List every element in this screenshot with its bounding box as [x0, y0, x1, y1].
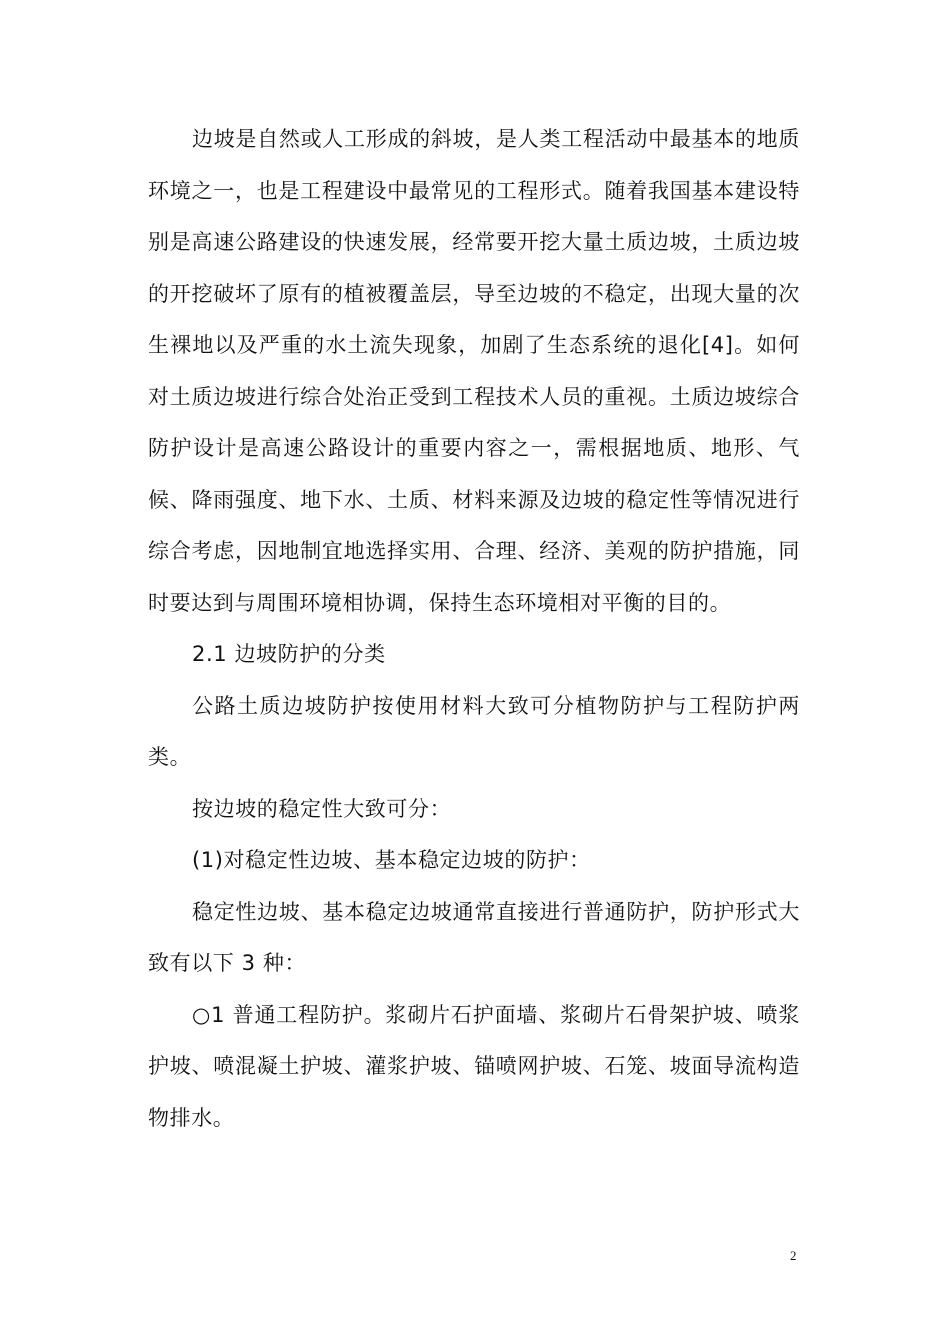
page-number: 2: [790, 1248, 797, 1263]
section-heading-2-1: 2.1 边坡防护的分类: [192, 642, 386, 666]
paragraph-classification-by-material: 公路土质边坡防护按使用材料大致可分植物防护与工程防护两类。: [148, 693, 800, 769]
list-item-ordinary-protection: ○1 普通工程防护。浆砌片石护面墙、浆砌片石骨架护坡、喷浆护坡、喷混凝土护坡、灌浆护坡、锚喷网护坡、石笼、坡面导流构造物排水。: [148, 1002, 800, 1130]
paragraph-classification-by-stability: 按边坡的稳定性大致可分：: [192, 796, 452, 821]
paragraph-intro: 边坡是自然或人工形成的斜坡，是人类工程活动中最基本的地质环境之一，也是工程建设中最常见的工程形式。随着我国基本建设特别是高速公路建设的快速发展，经常要开挖大量土质边坡，土质边坡的开挖破坏了原有的植被覆盖层，导至边坡的不稳定，出现大量的次生裸地以及严重的水土流失现象，加剧了生态系统的退化[4]。如何对土质边坡进行综合处治正受到工程技术人员的重视。土质边坡综合防护设计是高速公路设计的重要内容之一，需根据地质、地形、气候、降雨强度、地下水、土质、材料来源及边坡的稳定性等情况进行综合考虑，因地制宜地选择实用、合理、经济、美观的防护措施，同时要达到与周围环境相协调，保持生态环境相对平衡的目的。: [148, 127, 800, 615]
paragraph-protection-forms: 稳定性边坡、基本稳定边坡通常直接进行普通防护，防护形式大致有以下 3 种：: [148, 899, 800, 975]
body-text: [148, 114, 800, 1144]
list-item-1: (1)对稳定性边坡、基本稳定边坡的防护：: [192, 848, 591, 872]
